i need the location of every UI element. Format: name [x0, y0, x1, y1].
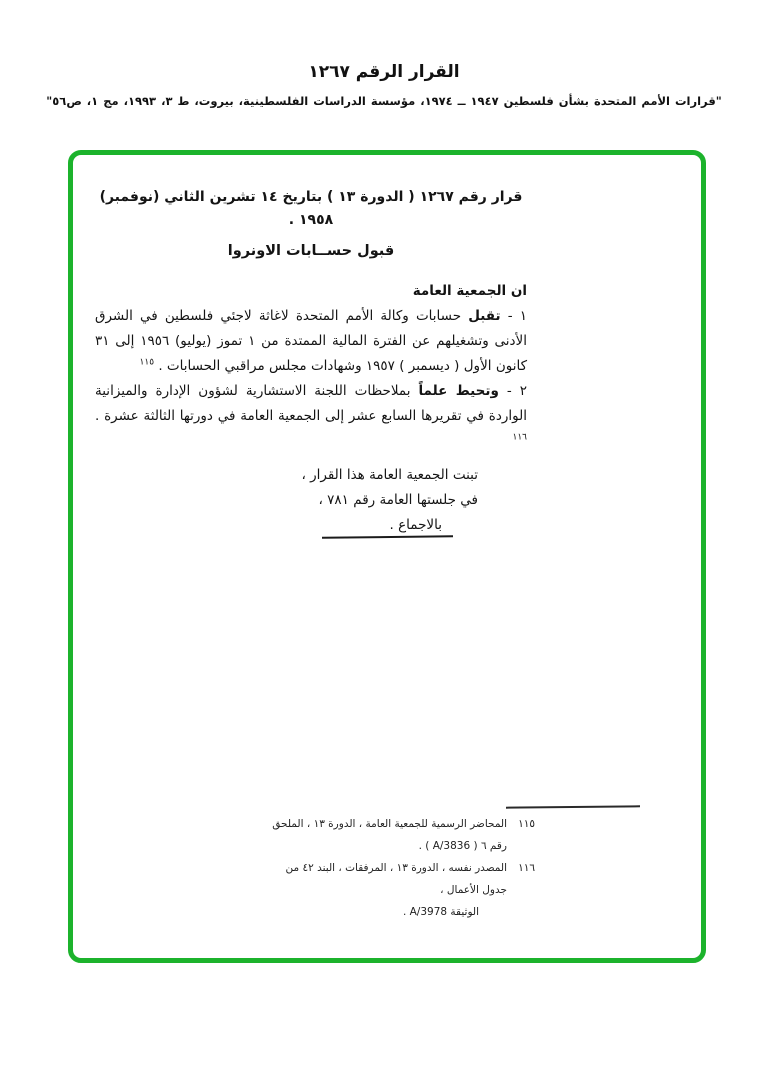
- paragraph-1-footnote-ref: ١١٥: [139, 357, 155, 368]
- resolution-paragraph-2: [95, 379, 527, 454]
- paragraph-2-lead: وتحيط علماً: [418, 383, 499, 399]
- source-citation: "قرارات الأمم المتحدة بشأن فلسطين ١٩٤٧ ــ ١٩٧٤، مؤسسة الدراسات الفلسطينية، بيروت، ط ٣، ١٩٩٣، مج ١، ص٥٦": [46, 94, 722, 108]
- resolution-heading: [95, 186, 527, 232]
- adoption-line-1: تبنت الجمعية العامة هذا القرار ،: [301, 467, 478, 483]
- footnotes: [267, 813, 535, 923]
- footnote-115-number: ١١٥: [518, 818, 535, 830]
- resolution-preamble: ان الجمعية العامة: [412, 283, 527, 299]
- paragraph-2-footnote-ref: ١١٦: [512, 432, 527, 443]
- resolution-heading-line1: قرار رقم ١٢٦٧ ( الدورة ١٣ ) بتاريخ ١٤ تشرين الثاني (نوفمبر): [99, 189, 523, 205]
- footnote-115: [267, 813, 535, 857]
- footnote-115-text: المحاضر الرسمية للجمعية العامة ، الدورة ١٣ ، الملحق رقم ٦ ( A/3836 ) .: [272, 818, 507, 852]
- paragraph-2-text: بملاحظات اللجنة الاستشارية لشؤون الإدارة والميزانية الواردة في تقريرها السابع عشر إلى الجمعية العامة في دورتها الثالثة عشرة .: [95, 383, 527, 424]
- adoption-note: [273, 463, 478, 538]
- footnote-116-text-line1: المصدر نفسه ، الدورة ١٣ ، المرفقات ، البند ٤٢ من جدول الأعمال ،: [285, 862, 507, 896]
- adoption-line-3: بالاجماع .: [389, 517, 442, 533]
- paragraph-1-number: ١ -: [507, 308, 527, 324]
- adoption-line-2: في جلستها العامة رقم ٧٨١ ،: [318, 492, 478, 508]
- resolution-paragraph-1: [95, 304, 527, 379]
- page-title: القرار الرقم ١٢٦٧: [308, 62, 460, 82]
- paragraph-1-text: حسابات وكالة الأمم المتحدة لاغاثة لاجئي فلسطين في الشرق الأدنى وتشغيلهم عن الفترة المالية الممتدة من ١ تموز (يوليو) ١٩٥٦ إلى ٣١ كانون الأول ( ديسمبر ) ١٩٥٧ وشهادات مجلس مراقبي الحسابات .: [95, 308, 527, 374]
- paragraph-2-number: ٢ -: [506, 383, 527, 399]
- footnote-116-text: [267, 857, 507, 923]
- resolution-body: [95, 186, 527, 538]
- paragraph-1-lead: تقبل: [468, 308, 501, 324]
- resolution-subject: قبول حســابات الاونروا: [227, 243, 395, 259]
- footnote-116-number: ١١٦: [518, 862, 535, 874]
- resolution-heading-line2: ١٩٥٨ .: [288, 212, 334, 228]
- footnote-116-text-line2: الوثيقة A/3978 .: [402, 906, 479, 918]
- footnote-116: [267, 857, 535, 923]
